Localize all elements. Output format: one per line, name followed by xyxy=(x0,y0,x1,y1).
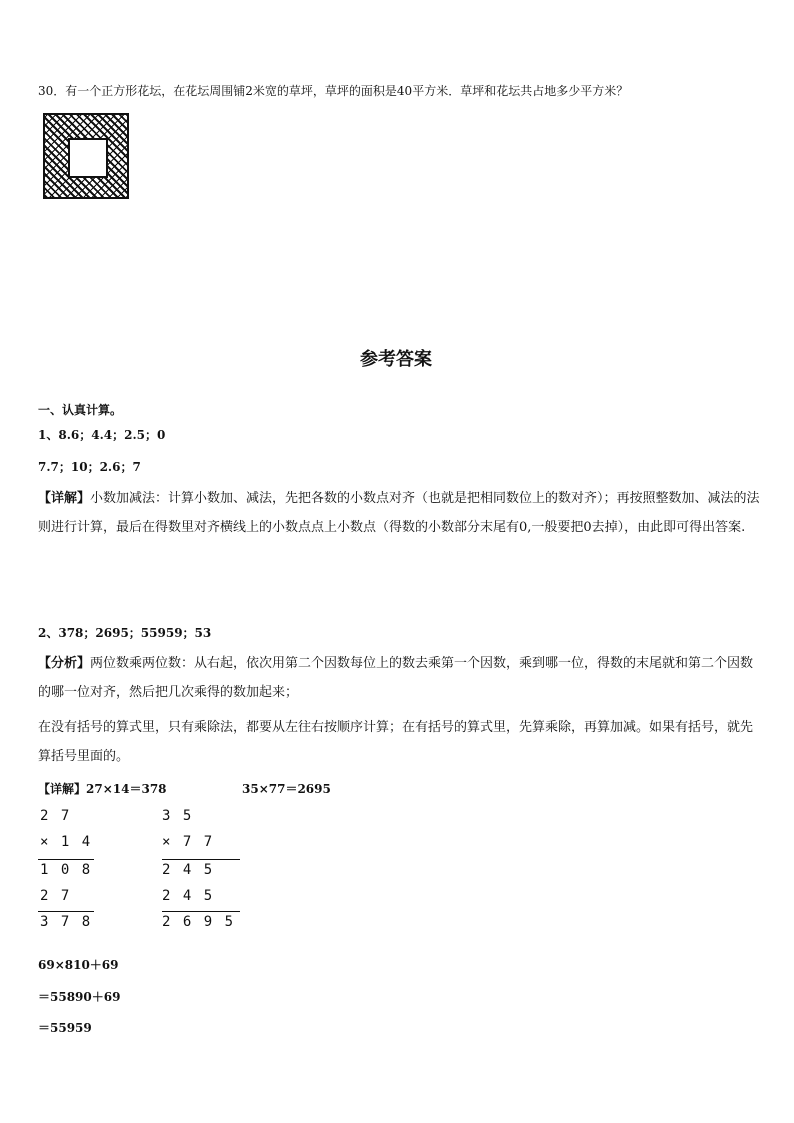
detail-label: 【详解】 xyxy=(38,491,91,506)
flower-bed-square xyxy=(68,138,108,178)
vm2-rule xyxy=(162,859,240,860)
calc-step-1: 69×810＋69 xyxy=(38,958,119,972)
q2-analysis xyxy=(38,649,760,707)
analysis-text: 两位数乘两位数：从右起，依次用第二个因数每位上的数去乘第一个因数，乘到哪一位，得数的末尾就和第二个因数的哪一位对齐，然后把几次乘得的数加起来； xyxy=(38,656,754,700)
equation-2: 35×77＝2695 xyxy=(242,782,331,796)
vm1-row: × 1 4 xyxy=(40,834,93,850)
vm1-rule xyxy=(38,859,94,860)
q2-answers-line1: 2、378；2695；55959；53 xyxy=(38,626,212,640)
vm2-row: 2 4 5 xyxy=(162,862,215,878)
question-text: 有一个正方形花坛，在花坛周围铺2米宽的草坪，草坪的面积是40平方米．草坪和花坛共占地多少平方米？ xyxy=(65,84,629,98)
question-30 xyxy=(38,82,628,99)
calc-step-2: ＝55890＋69 xyxy=(38,990,121,1004)
q2-rule: 在没有括号的算式里，只有乘除法，都要从左往右按顺序计算；在有括号的算式里，先算乘除，再算加减。如果有括号，就先算括号里面的。 xyxy=(38,720,754,764)
lawn-figure xyxy=(43,113,129,199)
vm2-rule xyxy=(162,911,240,912)
vm1-rule xyxy=(38,911,94,912)
vm2-row: × 7 7 xyxy=(162,834,215,850)
analysis-label: 【分析】 xyxy=(38,656,91,671)
vm2-row: 2 4 5 xyxy=(162,888,215,904)
section-heading: 一、认真计算。 xyxy=(38,403,123,417)
vm2-row: 3 5 xyxy=(162,808,194,824)
vm1-row: 2 7 xyxy=(40,808,72,824)
equation-1: 27×14＝378 xyxy=(86,782,167,796)
question-number: 30． xyxy=(38,84,66,98)
vm1-row: 2 7 xyxy=(40,888,72,904)
vm1-row: 1 0 8 xyxy=(40,862,93,878)
q1-answers-line2: 7.7；10；2.6；7 xyxy=(38,460,141,474)
calc-step-3: ＝55959 xyxy=(38,1021,92,1035)
detail-label: 【详解】 xyxy=(38,782,87,796)
answer-title: 参考答案 xyxy=(360,349,432,370)
vm2-row: 2 6 9 5 xyxy=(162,914,236,930)
q1-answers-line1: 1、8.6；4.4；2.5；0 xyxy=(38,428,166,442)
q1-detail xyxy=(38,484,760,542)
detail-text: 小数加减法：计算小数加、减法，先把各数的小数点对齐（也就是把相同数位上的数对齐）；再按照整数加、减法的法则进行计算，最后在得数里对齐横线上的小数点点上小数点（得数的小数部分末尾有0,一般要把0去掉），由此即可得出答案. xyxy=(38,491,760,535)
vm1-row: 3 7 8 xyxy=(40,914,93,930)
q2-detail-line xyxy=(38,780,167,797)
